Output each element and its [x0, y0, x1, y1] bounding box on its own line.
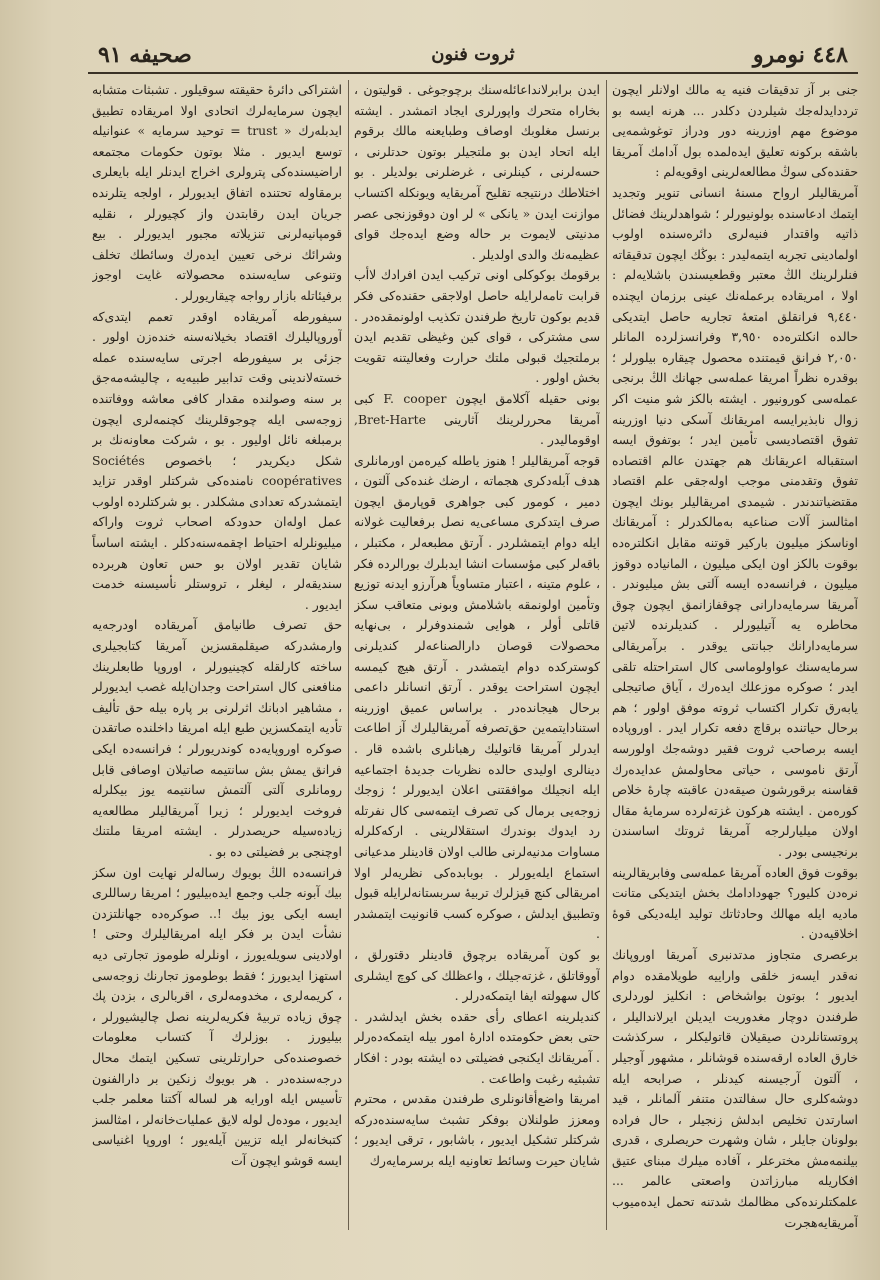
page-header	[88, 40, 858, 68]
paragraph: قوجه آمريقاليلر ! هنوز ياطله كيره‌من اورمانلرى هدف آبله‌دكرى هجماته ، ارضك غنده‌كى آلتون ، دمير ، كومور كبى جواهرى قوپارمق ايچون صرف ايتدكرى مساعى‌يه نصل برفعاليت غولانه ايله دوام ايتمشلردر . آرتق مطبعەلر ، مكتبلر ، باقەلر كبى مؤسسات انشا ايدبلرك بورالرده فكر ، علوم متينه ، اعتبار متساوياً هرآرزو ايدنه توزيع وتأمين اولونمقه باشلامش وبونى متعاقب سكز قاتلى أولر ، هوايى شمندوفرلر ، بى‌نهايه محصولات قوصان دارالصناعەلر كنديلرنى كوستركده دوام ايتمشدر . آرتق هيچ كيمسه ايچون استراحت يوقدر . آرتق انسانلر داعمى برحال هيجانده‌در . براساس عميق اوزرينه استنادايتمە‌ين حق‌تصرفه آمريقاليلرك آز اطاعت ايدرلر آمريقا قاتوليك رهبانلرى باشده قار . دينالرى اوليدى حالده نظريات جديدۀ اجتماعيه ايله انجيلك موافقتنى اعلان ايديورلر ؛ زوجك زوجەيى برمال كى تصرف ايتمەسى كال نفرتله رد ايدوك بوندرك استقلالرينى . اركەكلرله مساوات مدنيەلرنى طالب اولان قادينلر مدعيانى استماع ايله‌يورلر . بوبابدەكى نظريەلر اولا امريقالى كنچ قيزلرك تربيهٔ سربستانەلرايله قبول وتطبيق ايدلش ، صوكره كسب قانونيت ايتمشدر .	[354, 452, 600, 942]
paragraph: بوقوت فوق العاده آمريقا عملەسى وفابريقالرينه نره‌دن كليور؟ جهودادامك بخش ايتديكى متانت ماديه ايله مهالك وحادثاتك توليد ايله‌ديكى قوهٔ اخلاقيەدن .	[612, 864, 858, 942]
page-number: صحيفه ٩١	[98, 42, 192, 68]
paragraph: سيفورطه آمريقاده اوقدر تعمم ايتدى‌كه آوروپاليلرك اقتصاد بخيلانەسنه خنده‌زن اولور . جزئى بر سيفورطه اجرتى سايەسنده عمله خسته‌لاندينى وقت تدابير طبيەيه ، چاليشەمەجق بر سنه وصولنده مقدار كافى معاشه ووفاتنده زوجەسى ايله چوجوقلرينك كچنمەلرى ايچون برمبلغه نائل اوليور . بو ، شركت معاونەنك بر شكل ديكريدر ؛ باخصوص Sociétés coopératives نامندەكى شركتلر اوقدر تزايد ايتمشدركه تعدادى مشكلدر . بو شركتلرده اولوب عمل اوله‌ان حدودكه اصحاب ثروت واراكه ميليونلرله احتياط اچقمەسنەدكلر . ايشته اساساً شايان تقدير اولان بو حس تعاون هربرده سنديقەلر ، ليغلر ، تروستلر نأسيسنه خدمت ايديور .	[92, 308, 342, 612]
paragraph: اشتراكى دائرهٔ حقيقته سوقيلور . تشبثات متشابه ايچون سرمايەلرك اتحادى اولا امريقاده تطبيق ايدبلەرك « trust = توحيد سرمايه » عنوانيله توسع ايديور . مثلا بوتون حكومات مجتمعه اراضيسنده‌كى پترولرى اخراج ايدنلر ايله بايعلرى برمقاوله تحتنده اتفاق ايديورلر ، اولجه يتلرنده جريان ايدن رقابتدن واز كچيورلر ، نقليه قومپانيەلرنى تنزيلاته مجبور ايديورلر . بيع وشرائك نرخى تعيين ايدەرك وسائطك تخلف وتنوعى سايەسنده محصولاته غايت اوجوز برفيئاتله بازار رواجه چيقاريورلر .	[92, 82, 342, 303]
paragraph: ايدن برابرلانداعائلەسنك برچوجوغى . قوليتون ، بخاراه متحرك واپورلرى ايجاد اتمشدر . ايشته برنسل مغلوبك اوصاف وطبايعنه مالك برقوم ايله اتحاد ايدن بو ملتجيلر بوتون حدتلرنى ، حسەلرنى ، كينلرنى ، غرضلرنى بولديلر . بو اختلاطك درنتيجه تقليح آمريقايه‌ ويونكله اكتساب موازنت ايدن « يانكى » لر اون دوقوزنجى عصر مدنيتى لايموت بر حاله وضع ايدەجك قواى عظيمەنك والدى اولديلر .	[354, 82, 600, 262]
column-divider	[606, 80, 607, 1230]
journal-title: ثروت فنون	[431, 44, 515, 65]
paragraph: كنديلرينه اعطاى رأى حقده بخش ايدلشدر . حتى بعض حكومتده ادارهٔ امور بيله ايتمكەدەرلر . آمريقانك ايكنجى فضيلتى ده ايشته بودر : افكار تشبثيه رغبت واطاعت .	[354, 1008, 600, 1086]
paragraph: بو كون آمريقاده برچوق قادينلر دقتورلق ، آووقاتلق ، غزتەجيلك ، واعظلك كى كوچ ايشلرى كال سهولته ايفا ايتمكەدرلر .	[354, 946, 600, 1004]
issue-number: ٤٤٨ نومرو	[752, 42, 848, 68]
paragraph: بونى حقيله آكلامق ايچون F. cooper كبى آمريقا محررلرينك آثارينى Bret-Harte, اوقوماليدر .	[354, 390, 600, 448]
paragraph: امريقا واضع‌أقانونلرى طرفندن مقدس ، محترم ومعزز طولنلان بوفكر تشبث سايەسنده‌دركه شركتلر تشكيل ايديور ، باشابور ، ترقى ايديور ؛ شايان حيرت وسائط تعاونيه ايله برسرمايەرك	[354, 1091, 600, 1168]
paragraph: حق تصرف طانيامق آمريقاده اودرجەيه وارمشدركه صيقلمقسزين آمريقا كتابجيلرى ساخته كارلقله كچينيورلر ، اوروپا طابعلرينك منافعنى كال استراحت وجدان‌ايله غصب ايديورلر ، مشاهير ادبانك اثرلرنى بر پاره بيله حق تأليف تأديه ايتمكسزين طبع ايله امريقا داخلنده صاتقدن صوكره اوروپايەده كوندريورلر ؛ فرانسەده ايكى فرانق يمش بش سانتيمه صاتيلان اوصافى قابل رومانلرى آلتى آلتمش سانتيمه يوز بيكلرله فروخت ايديورلر ؛ زيرا آمريقاليلر مطالعەيه زياده‌سيله حريصدرلر . ايشته امريقا ملتنك اوچنجى بر فضيلتى ده بو .	[92, 617, 342, 859]
header-rule	[88, 72, 858, 74]
paragraph: آمريقاليلر ارواح مسنهٔ انسانى تنوير وتجديد ايتمك ادعاسنده بولونيورلر ؛ شواهدلرينك فضائل ذاتيه واقتدار فنيەلرى دائرەسنده اولوب اولمادينى تجربه ايتمەليدر : بوڭك ايچون تدقيقاته فنلرلرينك الڭ معتبر وقطعيسندن باشلايەلم : اولا ، امريقاده برعملەنك عينى برزمان ايچنده ٩,٤٤٠ فرانقلق امتعهٔ تجاريه حاصل ايتديكى حالده انكلترەده ٣,٩٥٠ وفرانسزلرده المانلر ٢,٠٥٠ فرانق قيمتنده محصول چيقاره بيلورلر ؛ بوقدره نظراً امريقا عملەسى جهانك الڭ برنجى عملەسى كورونيور . ايشته بالكز شو منيت اكر زوال نابذيرايسه امريقانك آسكى دنيا اوزرينه تفوق اقتصاديسى تأمين ايدر ؛ بوتفوق ايسه استقباله اعريقانك هم جهتدن عالم اقتصاده تفوق وتقدمنى موجب اولەجقى علم اقتصاد مقتضياتندندر . شيمدى امريقاليلر بونك ايچون امثالسز آلات صناعيه بەمالكدرلر : آمريقانك اوناسكز ميليون باركير قوتنه مقابل انكلترەده بوقوت بالكز اون ايكى ميليون ، المانيادە دوقوز ميليون ، فرانسەده ايسه آلتى بش ميليوندر . آمريقا سرمايەدارانى چوقفازانمق ايچون چوق محاطره يه آتيليورلر . كنديلرنده لاتين سرمايەدارانك جبانتى يوقدر . برآمريقالى سرمايەسنك عواولوماسى كال استراحتله تلقى ايدر ؛ صوكره موزعلك ايدەرك ، آياق صاتيجلى يابەرق تكرار اكتساب ثروته موفق اولور ؛ هم برحال حياتنده برقاچ دفعه تكرار ايدر . اوروپاده ايسه برصاحب ثروت فقير دوشەجك اولورسه آرتق ناموسى ، حياتى محاولمش عدايدەرك قفاسنه برقورشون صيقەدن عاقبته چارۀ خلاص كوره‌من . ايشته هركون غزتەلرده سرمايهٔ مقال اولان ميليارلرجه آمريقا ثروتك اساسندن برنجيسى بودر .	[612, 184, 858, 859]
paragraph: فرانسەده الڭ بويوك رساله‌لر نهايت اون سكز بيك آبونه جلب وجمع ايدەبيليور ؛ امريقا رساللرى ايسه ايكى يوز بيك !.. صوكره‌ده جهانلتزدن نشأت ايدن بر فكر ايله امريقاليلرك وحتى ! اولادينى سويله‌يورز ، اونلرله طوموز تجارتى ديه استهزا ايديورز ؛ فقط بوطوموز تجارنك زوجەسى ، كريمەلرى ، مخدومەلرى ، اقربالرى ، بزدن پك چوق زياده تربيهٔ فكريەلرينه نصل چاليشيورلر ، بيليورز . بوزلرك آ كتساب معلومات خصوصنده‌كى حرارتلرينى تسكين ايتمك محال درجەسنده‌در . هر بويوك زنكين بر دارالفنون تأسيس ايله اورايه هر لساله آكتنا معلمر جلب ايديور ، مودەل لوله لايق عمليات‌خانەلر ، امثالسز كتبخانەلر ايله تزيين آيله‌يور ؛ اوروپا اغنياسى ايسه قوشو ايچون آت	[92, 864, 342, 1168]
paragraph: برعصرى متجاوز مدتدنبرى آمريقا اوروپانك نه‌قدر ايسه‌ز خلقى واراييه طويلامقده دوام ايديور ؛ بوتون بواشخاص : انكليز لوردلرى طرفندن دوچار مغدوريت ايديلن ايرلانداليلر ، پروتستانلردن صيقيلان قاتوليكلر ، سركذشت خارق العاده ارقەسنده قوشانلر ، مشهور آوجيلر ، آلتون آرجيسنه كيدنلر ، صرابحه ايله دوشەكلرى حال سفالتدن متنفر آلمانلر ، قيد اسارتدن تخليص ابدلش زنجيلر ، حال فراده بولونان جايلر ، شان وشهرت حريصلرى ، قدرى بيلنمەمش مخترعلر ، آفاده ميلرك مبناى عتيق افكاريله مبارزاتدن واصعتى عالمر ... علمكتلرنده‌كى مظالمك شدتنه تحمل ايده‌ميوب آمريقايه‌هجرت	[612, 946, 858, 1230]
paragraph: جنى بر آز تدقيقات فنيه يه مالك اولانلر ايچون ترددايدلەجك شيلردن دكلدر ... هرنه ايسه بو موضوع مهم اوزرينه دور ودراز توغوشمەيى باشقه بركونه تعليق ايدەلمدە بول آدامك آمريقا حقندەكى سوڭ مطالعەلرينى اوقويەلم :	[612, 82, 858, 180]
text-column-left	[92, 80, 342, 1238]
text-column-right	[612, 80, 858, 1238]
paragraph: برقومك بوكوكلى اونى تركيب ايدن افرادك لاأب قرابت تامەلرايله حاصل اولاجقى حقندەكى فكر قديم بوكون تاريخ طرفندن تكذيب اولونمقدەدر . سى مشتركى ، قواى كين وغيظى تقديم ايدن برملتجيك قبولى ملتك حرارت وفعاليتنه تقويت بخش اولور .	[354, 267, 600, 386]
column-divider	[348, 80, 349, 1230]
text-column-middle	[354, 80, 600, 1238]
